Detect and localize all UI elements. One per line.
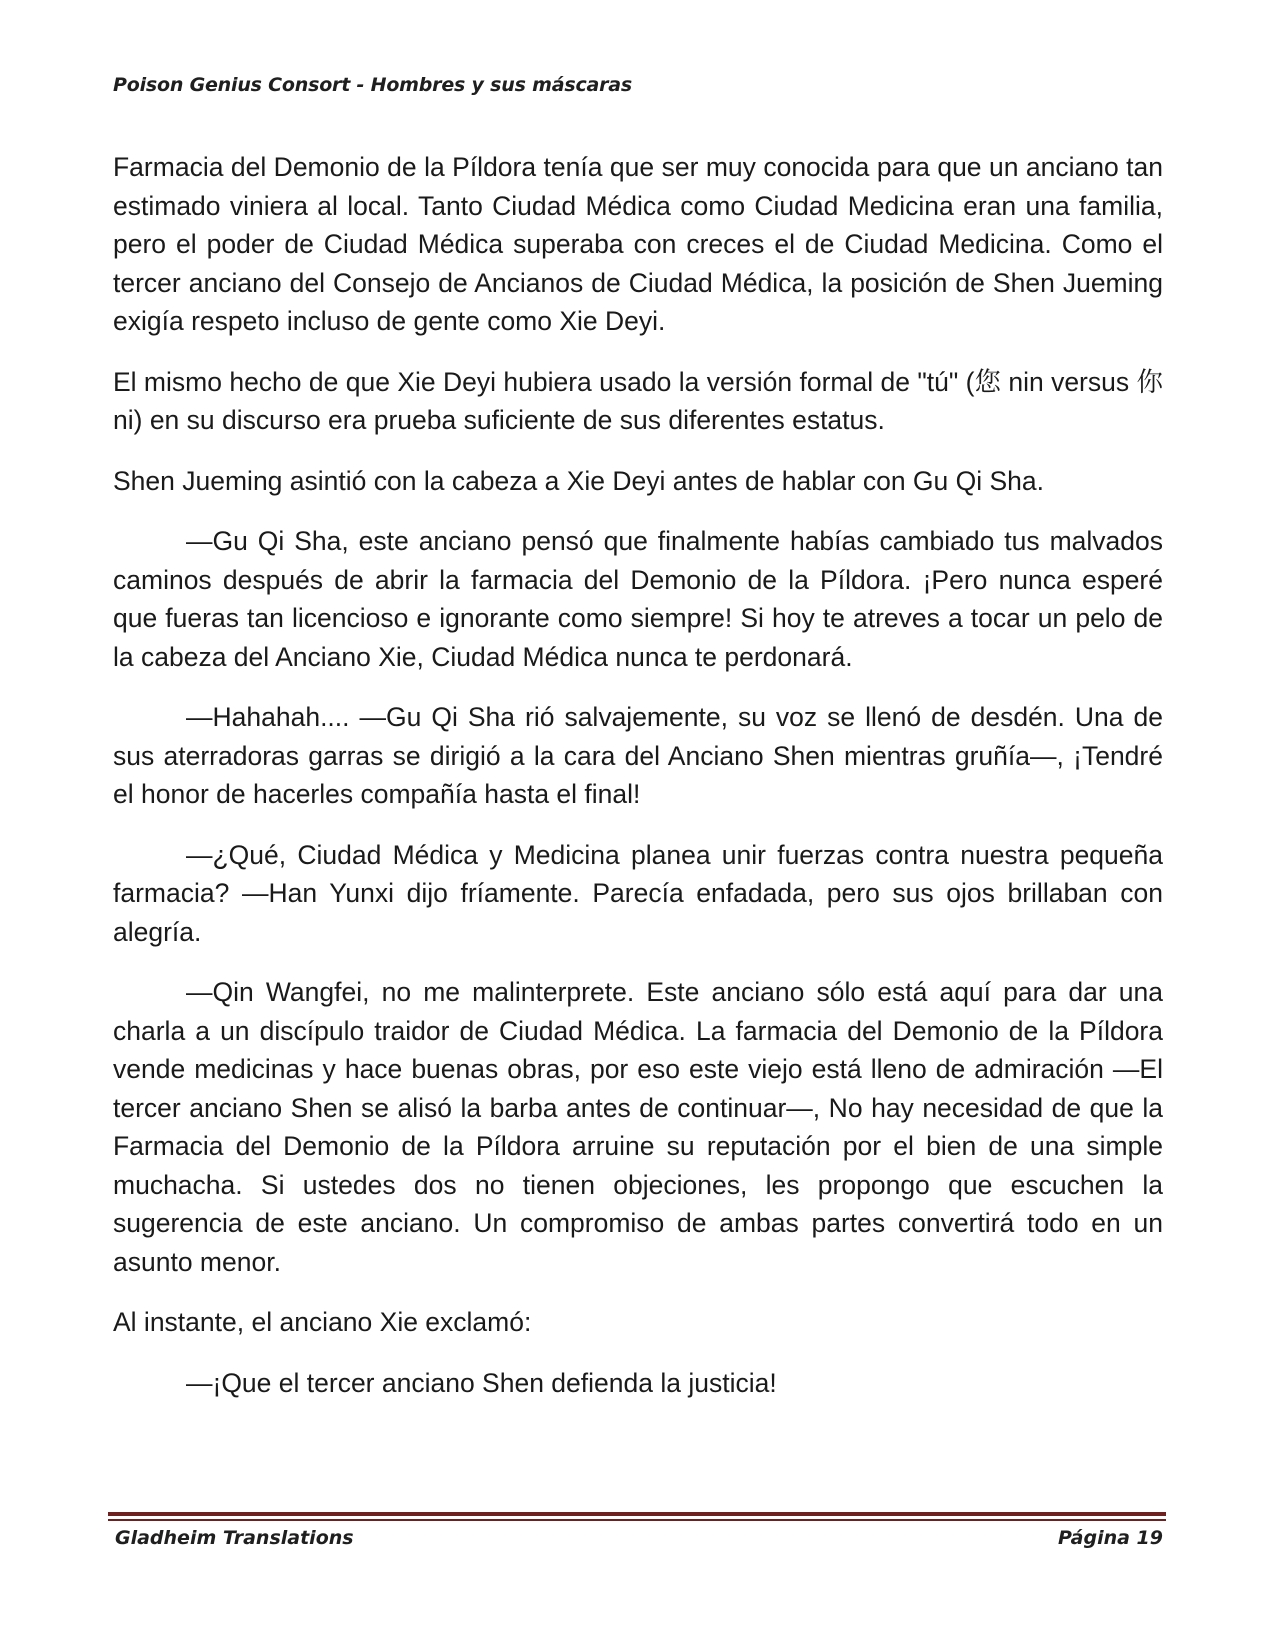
footer-publisher: Gladheim Translations: [115, 1527, 354, 1549]
body-text: [113, 148, 1163, 1424]
paragraph-8: Al instante, el anciano Xie exclamó:: [113, 1307, 532, 1337]
paragraph-1: Farmacia del Demonio de la Píldora tenía que ser muy conocida para que un anciano tan estimado viniera al local. Tanto Ciudad Médica como Ciudad Medicina eran una familia, pero el poder de Ciudad Médica superaba con creces el de Ciudad Medicina. Como el tercer anciano del Consejo de Ancianos de Ciudad Médica, la posición de Shen Jueming exigía respeto incluso de gente como Xie Deyi.: [113, 152, 1163, 336]
page-header-title: Poison Genius Consort - Hombres y sus máscaras: [113, 74, 633, 96]
footer-rule-thin: [108, 1519, 1166, 1521]
paragraph-7: —Qin Wangfei, no me malinterprete. Este anciano sólo está aquí para dar una charla a un discípulo traidor de Ciudad Médica. La farmacia del Demonio de la Píldora vende medicinas y hace buenas obras, por eso este viejo está lleno de admiración —El tercer anciano Shen se alisó la barba antes de continuar—, No hay necesidad de que la Farmacia del Demonio de la Píldora arruine su reputación por el bien de una simple muchacha. Si ustedes dos no tienen objeciones, les propongo que escuchen la sugerencia de este anciano. Un compromiso de ambas partes convertirá todo en un asunto menor.: [113, 977, 1163, 1277]
paragraph-2: El mismo hecho de que Xie Deyi hubiera usado la versión formal de "tú" (您 nin versus 你 ni) en su discurso era prueba suficiente de sus diferentes estatus.: [113, 366, 1163, 435]
paragraph-9: —¡Que el tercer anciano Shen defienda la justicia!: [186, 1367, 777, 1398]
paragraph-6: —¿Qué, Ciudad Médica y Medicina planea unir fuerzas contra nuestra pequeña farmacia? —Han Yunxi dijo fríamente. Parecía enfadada, pero sus ojos brillaban con alegría.: [113, 839, 1163, 947]
paragraph-5: —Hahahah.... —Gu Qi Sha rió salvajemente, su voz se llenó de desdén. Una de sus aterradoras garras se dirigió a la cara del Anciano Shen mientras gruñía—, ¡Tendré el honor de hacerles compañía hasta el final!: [113, 702, 1163, 809]
footer-rule-thick: [108, 1512, 1166, 1516]
page-number: Página 19: [1057, 1527, 1163, 1549]
paragraph-4: —Gu Qi Sha, este anciano pensó que finalmente habías cambiado tus malvados caminos después de abrir la farmacia del Demonio de la Píldora. ¡Pero nunca esperé que fueras tan licencioso e ignorante como siempre! Si hoy te atreves a tocar un pelo de la cabeza del Anciano Xie, Ciudad Médica nunca te perdonará.: [113, 526, 1163, 672]
paragraph-3: Shen Jueming asintió con la cabeza a Xie Deyi antes de hablar con Gu Qi Sha.: [113, 465, 1045, 496]
